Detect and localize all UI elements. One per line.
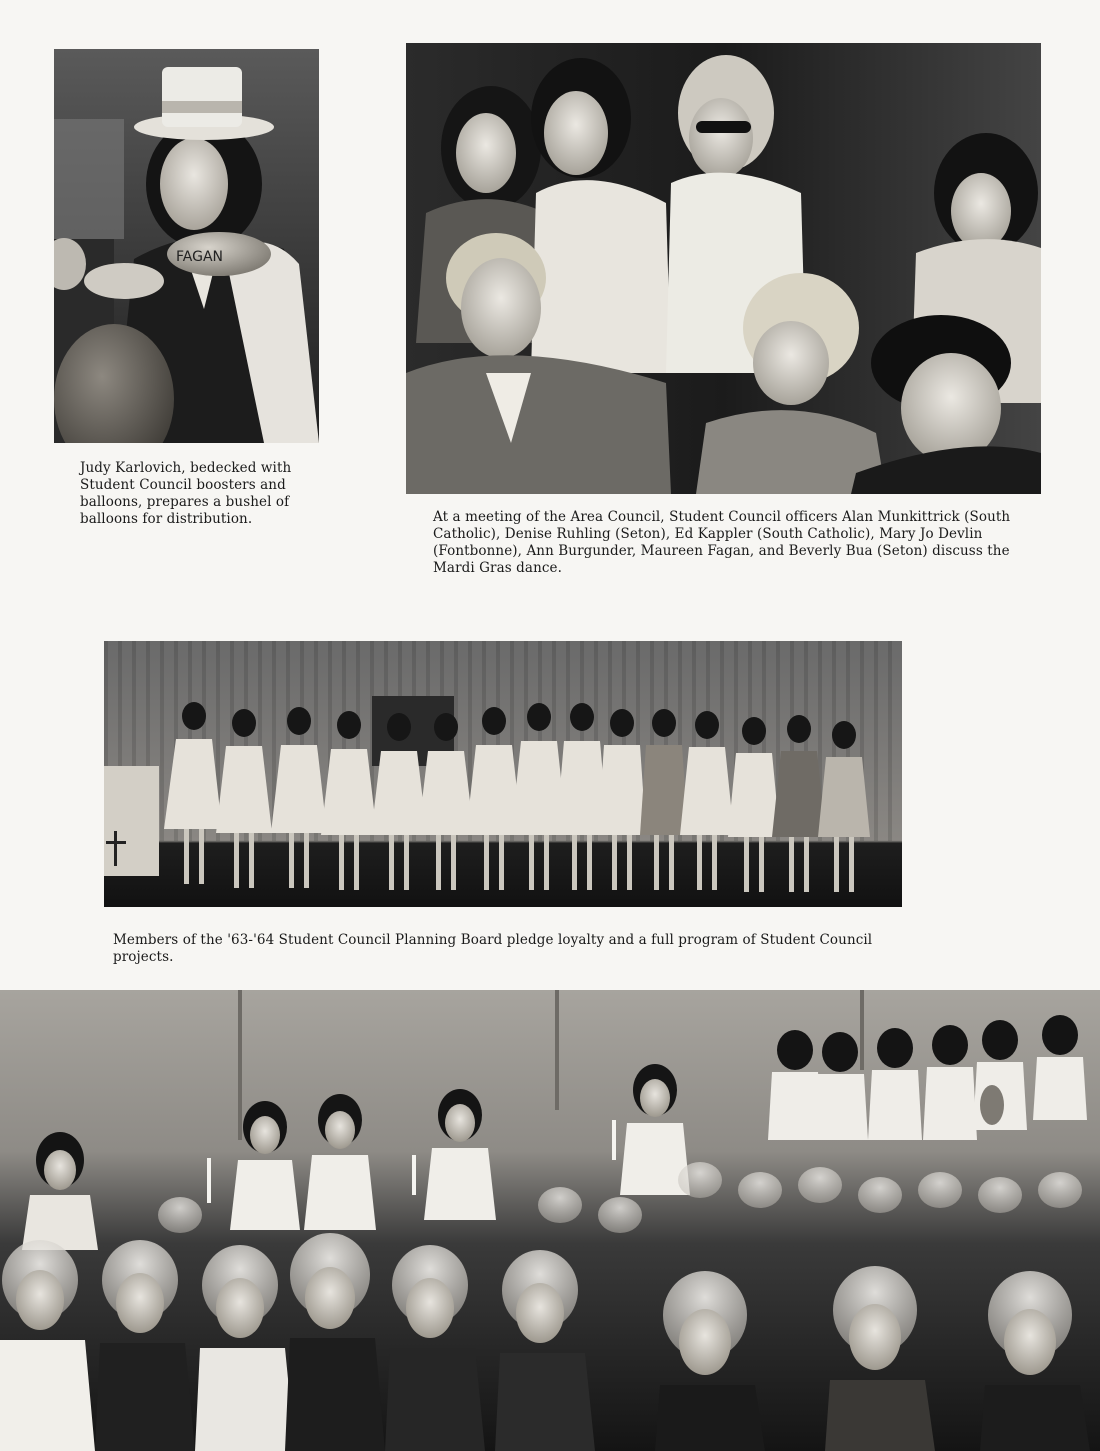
photo-judy-karlovich-balloons bbox=[54, 49, 319, 443]
photo-area-council-meeting bbox=[406, 43, 1041, 494]
photo-planning-board-illustration bbox=[104, 641, 902, 907]
caption-judy-karlovich: Judy Karlovich, bedecked with Student Council boosters and balloons, prepares a bushel of balloons for distribution. bbox=[80, 460, 292, 527]
photo-candle-ceremony bbox=[0, 990, 1100, 1451]
photo-candle-ceremony-illustration bbox=[0, 990, 1100, 1451]
balloon-text: FAGAN bbox=[176, 249, 223, 265]
photo-planning-board-stage bbox=[104, 641, 902, 907]
caption-area-council-meeting: At a meeting of the Area Council, Student Council officers Alan Munkittrick (South Catholic), Denise Ruhling (Seton), Ed Kappler (South Catholic), Mary Jo Devlin (Fontbonne), Ann Burgunder, Maureen Fagan, and Beverly Bua (Seton) discuss the Mardi Gras dance. bbox=[433, 509, 1011, 576]
photo-area-council-illustration bbox=[406, 43, 1041, 494]
photo-judy-illustration bbox=[54, 49, 319, 443]
caption-planning-board: Members of the '63-'64 Student Council Planning Board pledge loyalty and a full program of Student Council projects. bbox=[113, 932, 873, 965]
